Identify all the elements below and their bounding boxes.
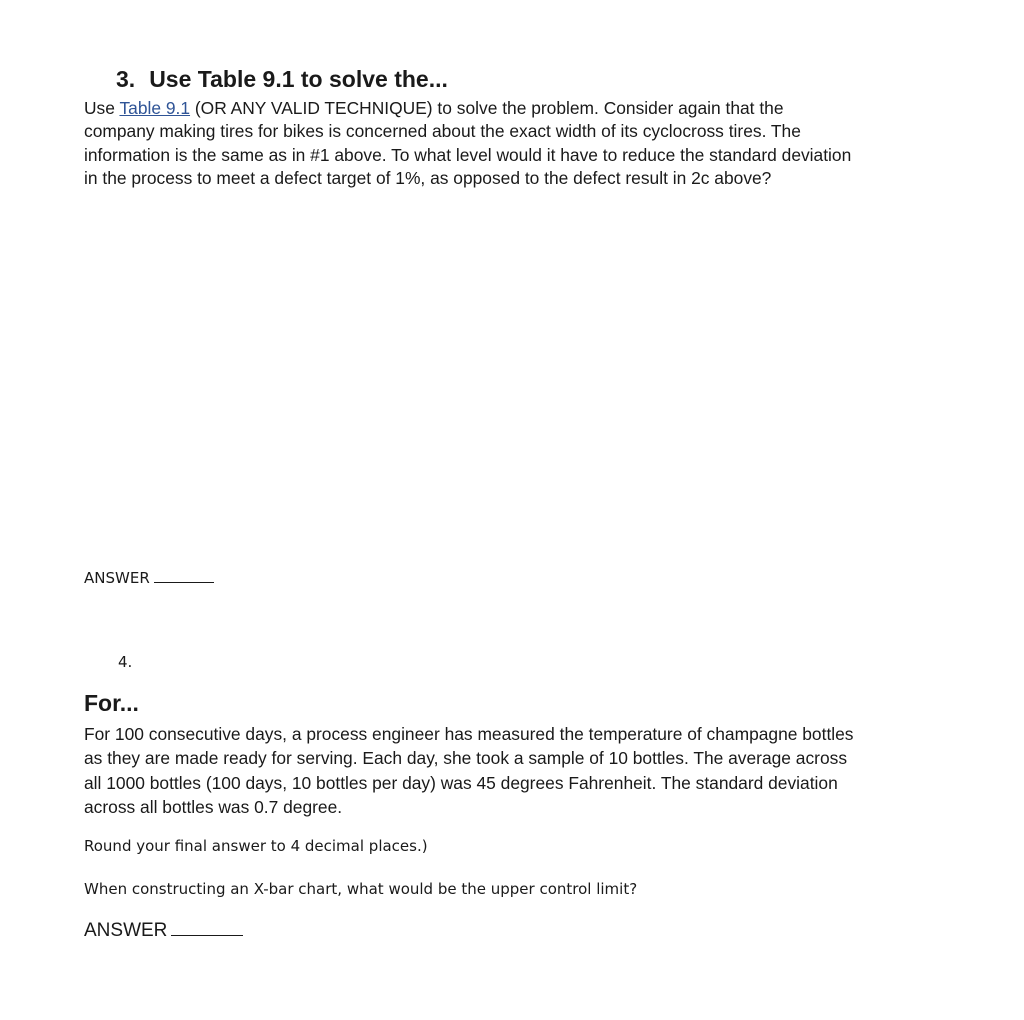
question-3-answer [84,569,214,587]
question-3-answer-label: ANSWER [84,569,150,587]
question-4-prompt: When constructing an X-bar chart, what would be the upper control limit? [84,880,638,898]
question-3-body [84,97,984,190]
question-4-body [84,722,984,819]
question-4-number: 4. [118,653,133,671]
question-3-number: 3. [116,66,136,92]
question-4-answer-blank[interactable] [171,923,243,936]
question-3-line-1 [84,97,984,120]
question-3-line-1-rest: (OR ANY VALID TECHNIQUE) to solve the problem. Consider again that the [190,98,784,118]
table-9-1-link[interactable]: Table 9.1 [119,98,191,118]
question-3-answer-blank[interactable] [154,572,214,583]
question-3-title: Use Table 9.1 to solve the... [149,66,448,92]
question-4-line-1: For 100 consecutive days, a process engineer has measured the temperature of champagne bottles [84,724,854,744]
question-4-answer-label: ANSWER [84,920,168,941]
question-3-heading [116,66,448,93]
question-3-line-3: information is the same as in #1 above. To what level would it have to reduce the standard deviation [84,144,852,165]
question-3-prefix: Use [84,98,120,118]
question-4-answer [84,920,243,942]
question-3-line-2: company making tires for bikes is concerned about the exact width of its cyclocross tires. The [84,121,801,142]
question-3-line-4: in the process to meet a defect target of 1%, as opposed to the defect result in 2c above? [84,167,772,188]
question-4-line-4: across all bottles was 0.7 degree. [84,796,343,817]
question-4-line-2: as they are made ready for serving. Each day, she took a sample of 10 bottles. The average across [84,748,848,769]
rounding-note: Round your final answer to 4 decimal places.) [84,837,428,855]
question-4-line-3: all 1000 bottles (100 days, 10 bottles per day) was 45 degrees Fahrenheit. The standard deviation [84,772,838,793]
question-4-heading: For... [84,690,139,716]
